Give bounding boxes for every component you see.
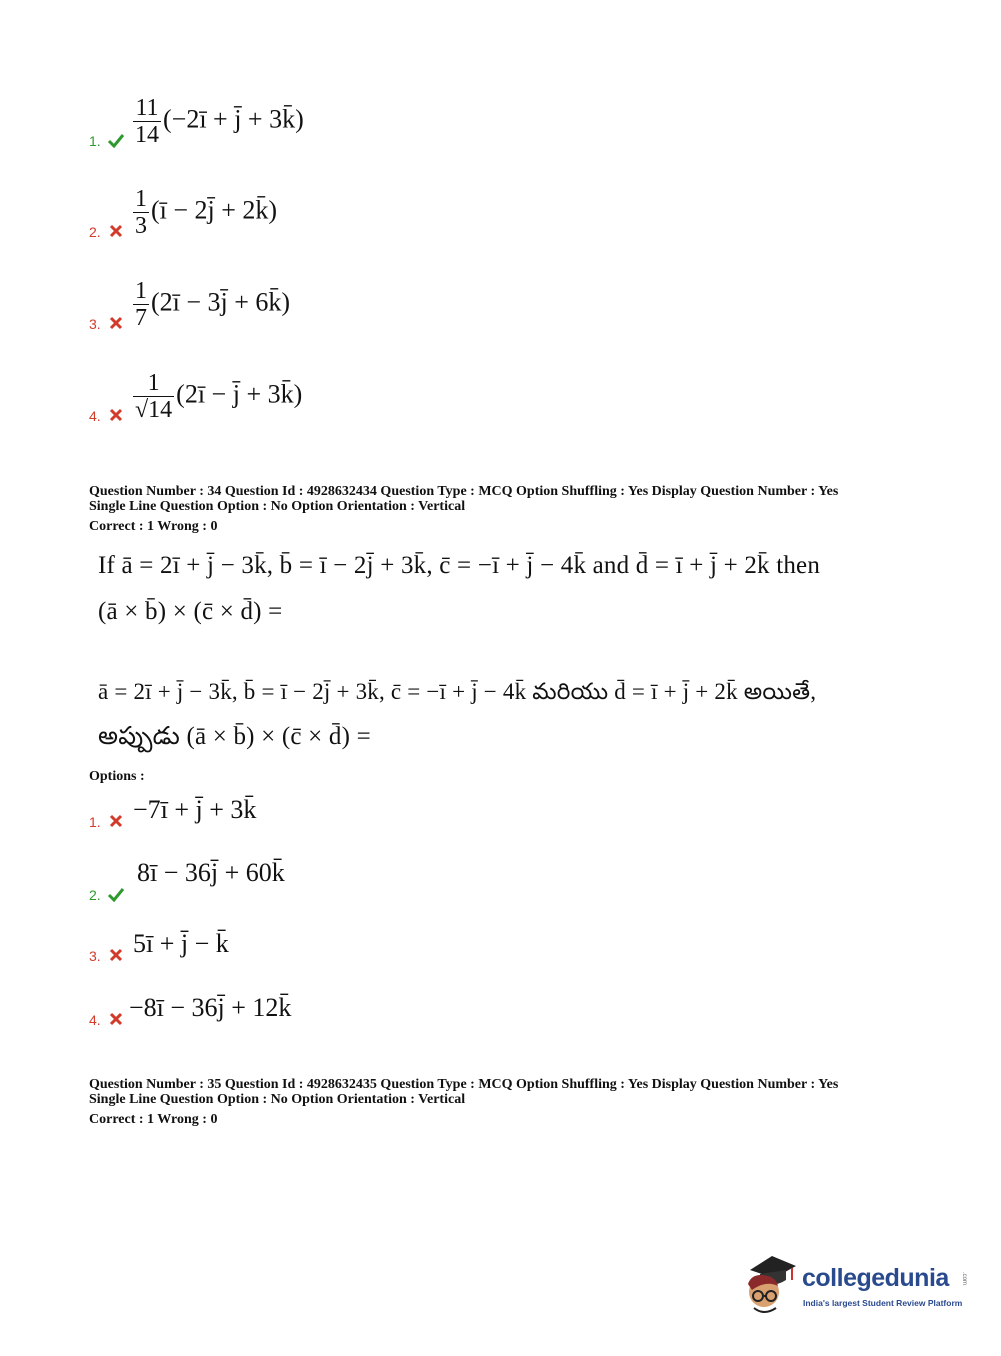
option-3	[89, 929, 229, 963]
cross-icon	[107, 1011, 125, 1027]
question-stem-telugu-line-2: అప్పుడు (ā × b̄) × (c̄ × d̄) =	[98, 723, 371, 750]
fraction-numerator: 11	[135, 95, 159, 121]
question-stem-telugu-line-1: ā = 2ī + j̄ − 3k̄, b̄ = ī − 2j̄ + 3k̄, c̄ = −ī + j̄ − 4k̄ మరియు d̄ = ī + j̄ + 2k̄ అయితే,	[98, 679, 817, 704]
check-icon	[107, 886, 125, 902]
question-meta-line-1: Question Number : 34 Question Id : 4928632434 Question Type : MCQ Option Shuffling : Yes Display Question Number : Yes	[89, 484, 839, 499]
question-meta-line-3: Correct : 1 Wrong : 0	[89, 519, 218, 534]
vector-expression: (−2ī + j̄ + 3k̄)	[163, 104, 304, 134]
option-number: 3.	[89, 316, 101, 332]
option-number: 2.	[89, 224, 101, 240]
option-number: 2.	[89, 887, 101, 903]
option-expression: 5ī + j̄ − k̄	[133, 929, 229, 958]
fraction-numerator: 1	[135, 186, 147, 212]
question-meta-line-2: Single Line Question Option : No Option Orientation : Vertical	[89, 1092, 466, 1107]
option-number: 4.	[89, 408, 101, 424]
prev-option-2	[89, 186, 277, 239]
prev-option-3	[89, 278, 290, 331]
fraction-denominator: 14	[135, 122, 159, 148]
question-meta-line-2: Single Line Question Option : No Option Orientation : Vertical	[89, 499, 466, 514]
option-expression	[133, 186, 277, 239]
cross-icon	[107, 947, 125, 963]
option-expression: 8ī − 36j̄ + 60k̄	[137, 858, 285, 887]
mascot-icon	[742, 1250, 798, 1316]
question-stem-english-line-2: (ā × b̄) × (c̄ × d̄) =	[98, 598, 283, 625]
option-4	[89, 993, 291, 1027]
cross-icon	[107, 813, 125, 829]
fraction-numerator: 1	[135, 278, 147, 304]
option-expression: −8ī − 36j̄ + 12k̄	[129, 993, 292, 1022]
cross-icon	[107, 223, 125, 239]
fraction-denominator: 7	[135, 305, 147, 331]
fraction-denominator: √14	[135, 397, 173, 423]
option-number: 1.	[89, 133, 101, 149]
question-meta-line-3: Correct : 1 Wrong : 0	[89, 1112, 218, 1127]
option-number: 1.	[89, 814, 101, 830]
option-number: 4.	[89, 1012, 101, 1028]
vector-expression: (ī − 2j̄ + 2k̄)	[151, 195, 278, 225]
question-stem-english-line-1: If ā = 2ī + j̄ − 3k̄, b̄ = ī − 2j̄ + 3k̄, c̄ = −ī + j̄ − 4k̄ and d̄ = ī + j̄ + 2k̄ then	[98, 552, 821, 579]
option-expression	[133, 95, 304, 148]
fraction-denominator: 3	[135, 213, 147, 239]
prev-option-1	[89, 95, 304, 148]
cross-icon	[107, 407, 125, 423]
check-icon	[107, 132, 125, 148]
vector-expression: (2ī − 3j̄ + 6k̄)	[151, 287, 291, 317]
option-number: 3.	[89, 948, 101, 964]
option-expression	[133, 278, 290, 331]
option-expression	[133, 370, 302, 423]
cross-icon	[107, 315, 125, 331]
fraction-numerator: 1	[147, 370, 160, 396]
option-2	[89, 858, 285, 902]
brand-suffix: .com	[961, 1272, 967, 1286]
prev-option-4	[89, 370, 302, 423]
option-1	[89, 795, 256, 829]
brand-name: collegedunia	[802, 1264, 949, 1292]
options-label: Options :	[89, 769, 145, 784]
collegedunia-logo[interactable]	[742, 1250, 972, 1320]
question-meta-line-1: Question Number : 35 Question Id : 4928632435 Question Type : MCQ Option Shuffling : Yes Display Question Number : Yes	[89, 1077, 839, 1092]
brand-tagline: India's largest Student Review Platform	[803, 1298, 963, 1308]
vector-expression: (2ī − j̄ + 3k̄)	[176, 379, 303, 409]
option-expression: −7ī + j̄ + 3k̄	[133, 795, 257, 824]
